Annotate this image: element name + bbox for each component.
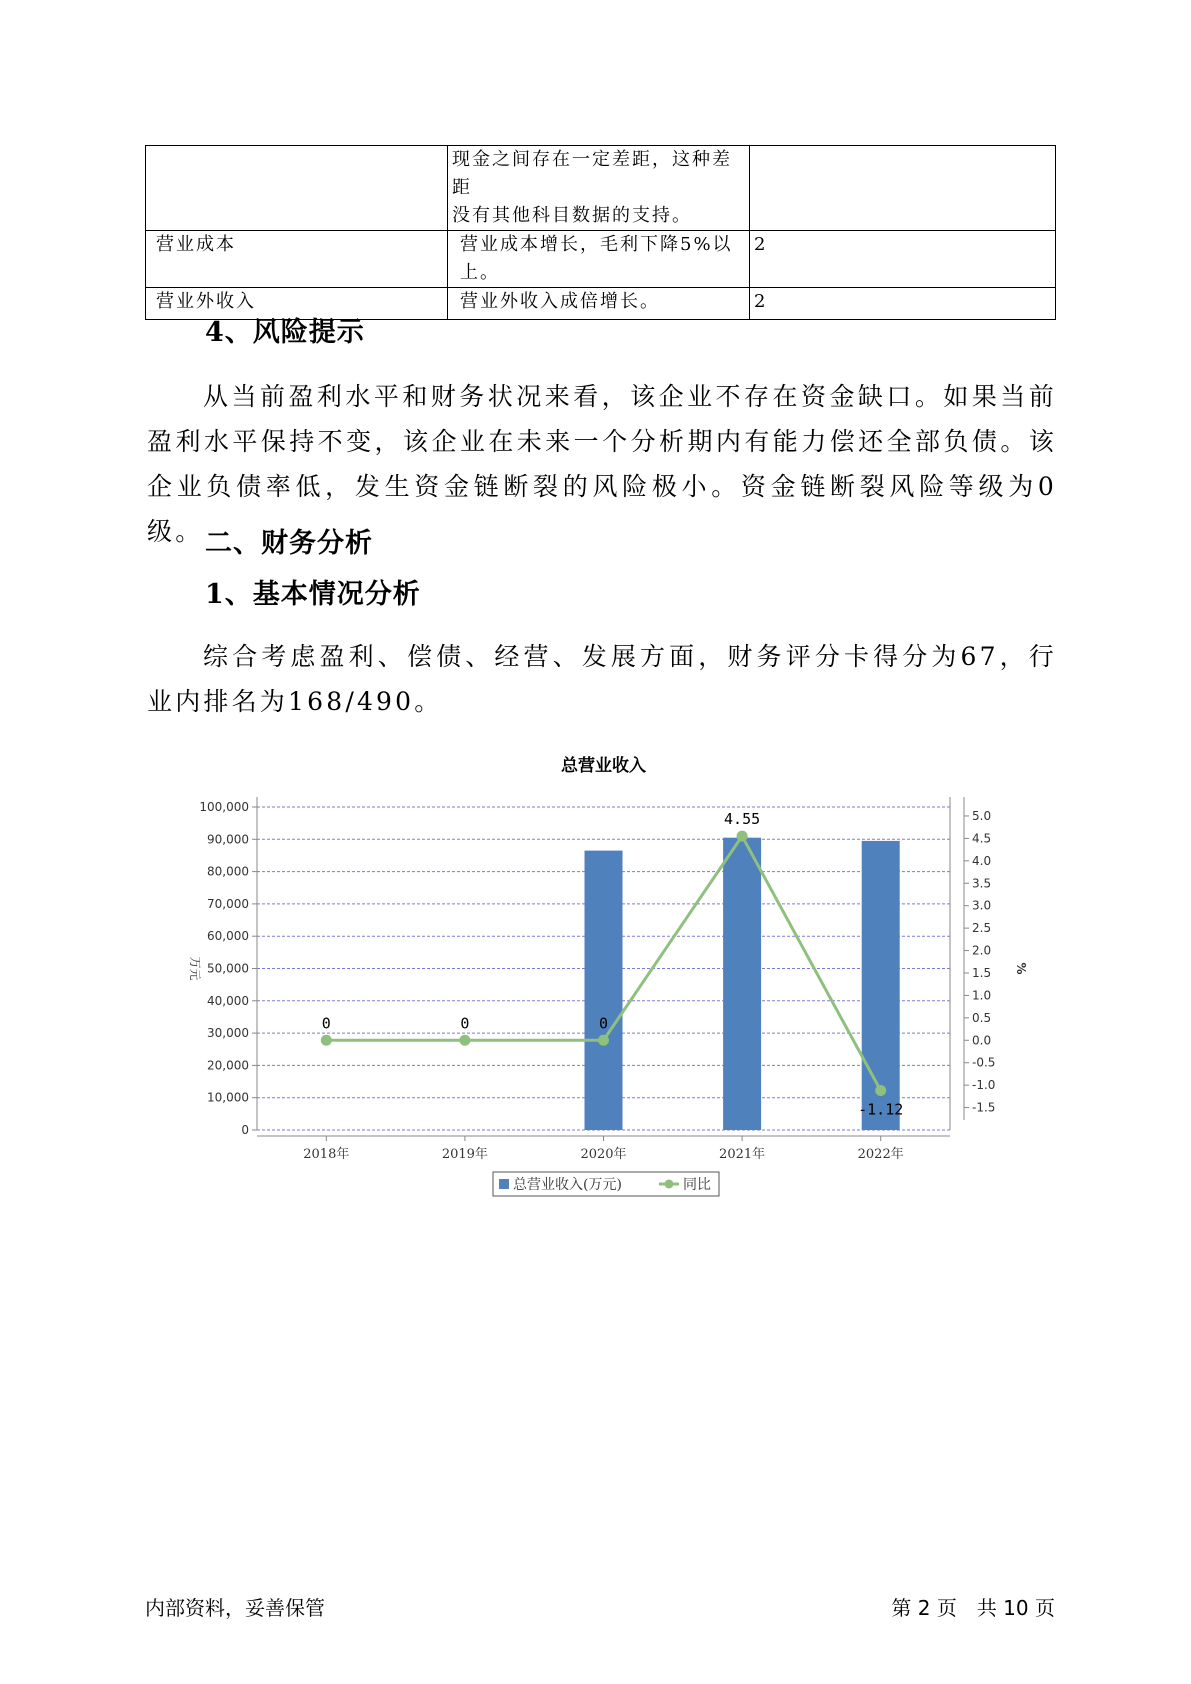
y2-tick-label: -1.5 [972,1100,996,1115]
y2-tick-label: 2.0 [972,943,992,958]
description-cell [448,146,750,231]
legend-line-marker [665,1180,674,1189]
y-tick-label: 80,000 [207,864,249,879]
y-tick-label: 100,000 [199,800,249,814]
score-paragraph: 综合考虑盈利、偿债、经营、发展方面，财务评分卡得分为67，行业内排名为168/490。 [147,642,1057,716]
y2-tick-label: 0.0 [972,1033,992,1048]
item-cell: 营业外收入 [146,288,448,320]
y-tick-label: 50,000 [207,961,249,976]
legend-line-label: 同比 [683,1177,711,1193]
y2-tick-label: 4.5 [972,831,992,846]
revenue-chart [175,745,1028,1205]
item-cell: 营业成本 [146,231,448,288]
risk-heading: 4、风险提示 [205,317,365,348]
y2-tick-label: -1.0 [972,1078,996,1093]
score-cell: 2 [750,288,1056,320]
y-tick-label: 0 [241,1123,249,1137]
x-tick-label: 2021年 [719,1147,766,1162]
legend-bar-label: 总营业收入(万元) [513,1177,622,1193]
y-axis-label: 万元 [188,956,202,981]
y-tick-label: 30,000 [207,1026,249,1041]
revenue-bar [585,851,623,1130]
y2-tick-label: 3.0 [972,898,992,913]
y-tick-label: 60,000 [207,929,249,944]
description-cell [448,231,750,288]
y-tick-label: 90,000 [207,832,249,847]
legend-bar-swatch [499,1179,509,1189]
item-cell [146,146,448,231]
y2-tick-label: 4.0 [972,853,992,868]
y2-tick-label: -0.5 [972,1055,996,1070]
description-line: 现金之间存在一定差距，这种差距 [452,149,732,198]
chart-title: 总营业收入 [561,756,646,776]
score-cell: 2 [750,231,1056,288]
description-line: 营业外收入成倍增长。 [460,291,660,312]
y2-tick-label: 2.5 [972,921,992,936]
yoy-point [737,831,748,842]
y-tick-label: 10,000 [207,1090,249,1105]
page-number: 第 2 页 共 10 页 [891,1596,1055,1620]
y2-tick-label: 1.5 [972,965,992,980]
table-row [146,146,1056,231]
basic-analysis-heading: 1、基本情况分析 [205,579,421,610]
yoy-point [598,1035,609,1046]
yoy-data-label: 4.55 [724,810,761,829]
revenue-bar [723,838,761,1130]
finance-heading: 二、财务分析 [205,528,373,559]
description-line: 营业成本增长，毛利下降5%以上。 [460,234,733,283]
yoy-point [321,1035,332,1046]
yoy-point [875,1085,886,1096]
y2-tick-label: 5.0 [972,808,992,823]
y2-tick-label: 0.5 [972,1010,992,1025]
y-tick-label: 20,000 [207,1058,249,1073]
description-line: 没有其他科目数据的支持。 [452,205,692,226]
y2-tick-label: 3.5 [972,876,992,891]
yoy-data-label: 0 [321,1014,331,1033]
risk-table [145,145,1056,320]
yoy-data-label: 0 [598,1014,609,1033]
y-tick-label: 70,000 [207,896,249,911]
risk-paragraph: 从当前盈利水平和财务状况来看，该企业不存在资金缺口。如果当前盈利水平保持不变，该企业在未来一个分析期内有能力偿还全部负债。该企业负债率低，发生资金链断裂的风险极小。资金链断裂风险等级为0级。 [147,382,1057,546]
footer-note: 内部资料，妥善保管 [145,1596,325,1620]
x-tick-label: 2020年 [580,1147,627,1162]
score-cell [750,146,1056,231]
description-cell [448,288,750,320]
table-row [146,231,1056,288]
x-tick-label: 2018年 [303,1147,350,1162]
x-tick-label: 2022年 [857,1147,904,1162]
yoy-data-label: 0 [460,1014,470,1033]
yoy-data-label: -1.12 [858,1100,904,1119]
y2-tick-label: 1.0 [972,988,992,1003]
y2-axis-label: % [1014,962,1028,975]
yoy-point [459,1035,470,1046]
y-tick-label: 40,000 [207,993,249,1008]
x-tick-label: 2019年 [441,1147,488,1162]
